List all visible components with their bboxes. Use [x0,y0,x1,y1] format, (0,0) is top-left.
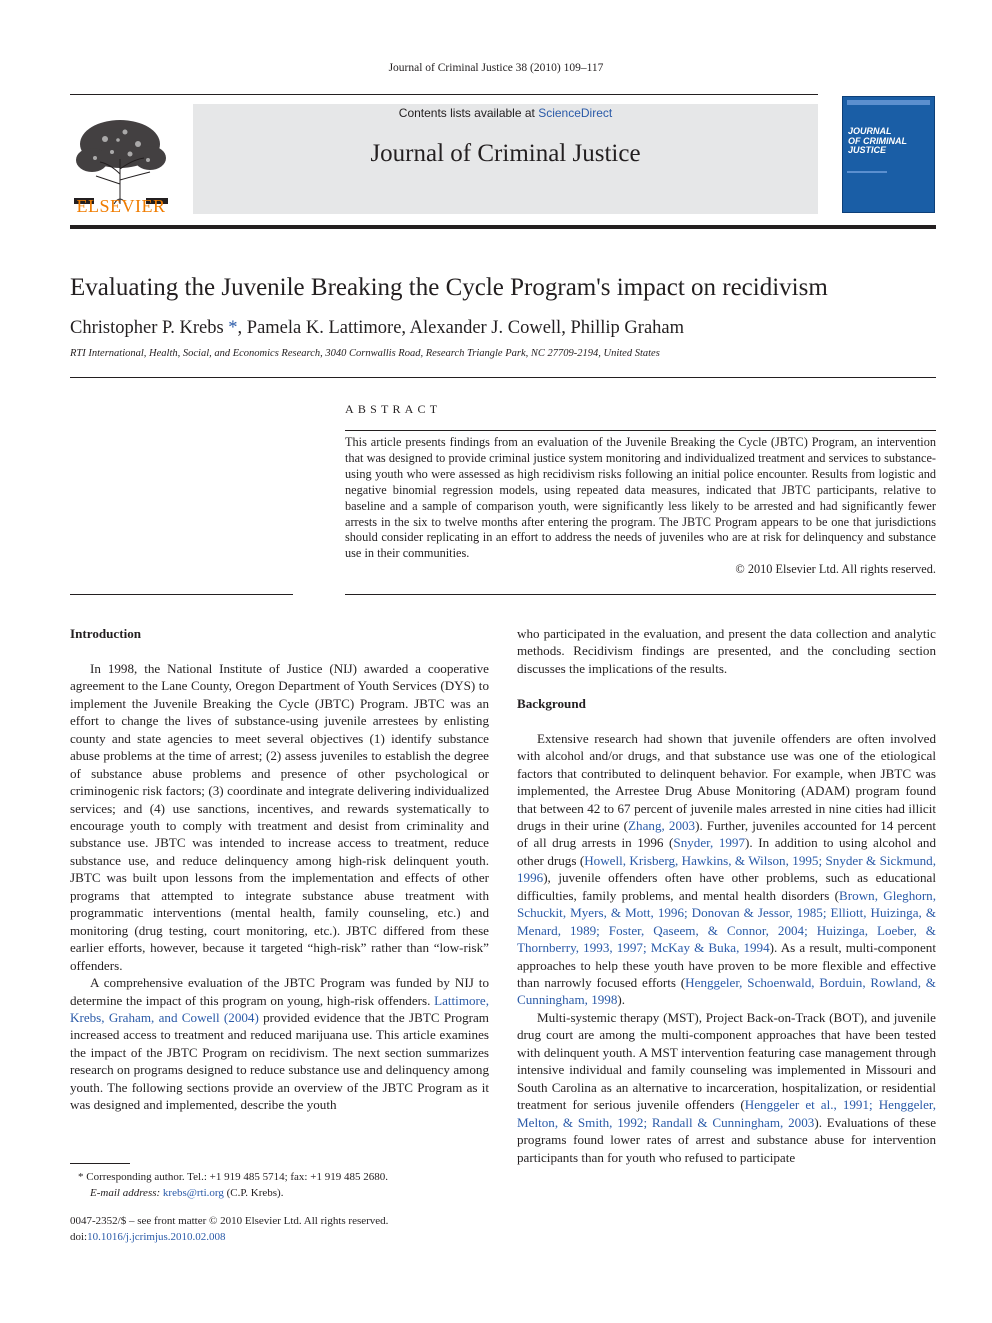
header-thick-rule [70,225,936,229]
sciencedirect-link[interactable]: ScienceDirect [538,106,613,120]
background-paragraph-1 [517,730,936,1009]
author-list [70,318,684,339]
journal-title: Journal of Criminal Justice [370,140,641,167]
bg-p2-text-a: Multi-systemic therapy (MST), Project Back-on-Track (BOT), and juvenile drug court are among the multi-component approaches that have been tested with delinquent youth. A MST intervention featuring case management through intensive individual and family counseling was implemented in Missouri and South Carolina as an alternative to incarceration, hospitalization, or residential treatment for serious juvenile offenders ( [517,1009,936,1113]
citation-link-lattimore[interactable]: Lattimore, Krebs, Graham, and Cowell (2004) [70,992,489,1025]
abstract-heading: ABSTRACT [345,402,442,416]
citation-link-henggeler-1991[interactable]: Henggeler et al., 1991; Henggeler, Melton, & Smith, 1992; Randall & Cunningham, 2003 [517,1097,936,1130]
contents-prefix: Contents lists available at [398,106,539,120]
background-heading: Background [517,695,586,711]
section-rule [70,377,936,378]
corresponding-author-marker[interactable]: * [228,318,238,338]
email-label: E-mail address: [90,1186,161,1199]
bg-p1-text-f: ). [617,992,626,1008]
top-rule [70,94,818,95]
contents-availability [193,106,818,120]
bg-p2-text-b: ). Evaluations of these programs found lower rates of arrest and substance abuse for intervention participants than for youth who refused to participate [517,1114,937,1165]
introduction-heading: Introduction [70,626,142,641]
bg-p1-text-a: Extensive research had shown that juvenile offenders are often involved with alcohol and/or drugs, and that substance use was one of the etiological factors that contributed to delinquent behavior. For example, when JBTC was implemented, the Arrestee Drug Abuse Monitoring (ADAM) program found that between 42 to 67 percent of juvenile males arrested in nine cities had illicit drugs in their urine ( [517,730,936,833]
journal-citation: Journal of Criminal Justice 38 (2010) 109–117 [388,62,604,74]
issn-line: 0047-2352/$ – see front matter © 2010 Elsevier Ltd. All rights reserved. [70,1215,389,1227]
abstract-rule [345,430,936,431]
background-paragraph-2 [517,1009,936,1166]
footnote-rule [70,1163,130,1164]
author-others: , Pamela K. Lattimore, Alexander J. Cowell, Phillip Graham [237,318,685,338]
elsevier-wordmark: ELSEVIER [76,196,166,216]
abstract-copyright: © 2010 Elsevier Ltd. All rights reserved. [735,562,936,576]
intro-continuation: who participated in the evaluation, and present the data collection and analytic methods. Recidivism findings are presented, and the concluding section discusses the implications of the results. [517,626,936,676]
intro-p2-text-b: provided evidence that the JBTC Program increased access to treatment and reduced marijuana use. This article examines the impact of the JBTC Program on recidivism. The next section summarizes research on programs designed to reduce substance use and delinquency among youth. The following sections provide an overview of the JBTC Program as it was designed and implemented, describe the youth [70,1009,489,1113]
citation-link-snyder[interactable]: Snyder, 1997 [673,835,746,851]
intro-p2-text-a: A comprehensive evaluation of the JBTC Program was funded by NIJ to determine the impact of this program on young, high-risk offenders. [70,975,489,1008]
intro-paragraph-2 [70,974,489,1114]
corresponding-author-footnote [78,1170,388,1201]
cover-title: JOURNAL OF CRIMINAL JUSTICE [848,126,907,155]
doi-prefix: doi: [70,1230,88,1243]
citation-link-henggeler-1998[interactable]: Henggeler, Schoenwald, Borduin, Rowland, & Cunningham, 1998 [517,975,936,1008]
bg-p1-text-b: ). Further, juveniles accounted for 14 percent of all drug arrests in 1996 ( [517,817,937,851]
body-left-column [70,625,489,1114]
right-column-rule [345,594,936,595]
abstract-text: This article presents findings from an evaluation of the Juvenile Breaking the Cycle (JBTC) Program, an intervention that was designed to provide criminal justice system monitoring and individualized treatment and services to substance-using youth who were assessed as high recidivism risks following an initial police encounter. Results from logistic and negative binomial regression models, using repeated data measures, indicated that JBTC participants, relative to baseline and a sample of comparison youth, were significantly less likely to be arrested and had significantly fewer arrests in the six to twelve months after entering the program. The JBTC Program appears to be one that jurisdictions should consider replicating in an effort to address the needs of juveniles who are at risk for delinquency and substance use in their communities. [345,435,936,561]
front-matter [70,1214,388,1245]
citation-link-howell[interactable]: Howell, Krisberg, Hawkins, & Wilson, 1995; Snyder & Sickmund, 1996 [517,852,936,886]
intro-paragraph-1: In 1998, the National Institute of Justice (NIJ) awarded a cooperative agreement to the Lane County, Oregon Department of Youth Services (DYS) to implement the Juvenile Breaking the Cycle (JBTC) Program. JBTC was an effort to change the lives of substance-using juvenile arrestees by enlisting county and state agencies to meet several objectives (1) identify substance abuse problems at the time of arrest; (2) assess juveniles to establish the degree of substance abuse problems and presence of other psychological or criminogenic risk factors; (3) coordinate and integrate delivering individualized services; and (4) use sanctions, incentives, and rewards systematically to encourage youth to comply with treatment and desist from criminality and substance use. JBTC was intended to increase access to treatment, reduce substance use, and reduce delinquency among high-risk delinquent youth. JBTC was built upon lessons from the implementation and effects of other programs that attempted to integrate substance abuse treatment with programmatic interventions (mental health, family counseling, etc.) and monitoring (drug testing, court monitoring, etc.). JBTC differed from these earlier efforts, however, because it targeted “high-risk” rather than “low-risk” offenders. [70,660,489,973]
citation-link-zhang[interactable]: Zhang, 2003 [628,817,696,833]
bg-p1-text-e: ). As a result, multi-component approaches to help these youth have proven to be more flexible and effective than narrowly focused efforts ( [517,940,936,991]
author-first: Christopher P. Krebs [70,318,224,338]
bg-p1-text-d: ), juvenile offenders often have other problems, such as educational difficulties, family problems, and mental health disorders ( [517,870,936,903]
left-column-rule [70,594,293,595]
affiliation: RTI International, Health, Social, and Economics Research, 3040 Cornwallis Road, Research Triangle Park, NC 27709-2194, United States [70,348,660,359]
bg-p1-text-c: ). In addition to using alcohol and other drugs ( [517,835,936,868]
journal-cover-thumbnail [842,96,935,213]
body-right-column [517,625,936,1166]
footnote-marker: * [78,1171,84,1183]
email-suffix: (C.P. Krebs). [223,1186,284,1199]
email-link[interactable]: krebs@rti.org [162,1186,224,1199]
citation-link-brown[interactable]: Brown, Gleghorn, Schuckit, Myers, & Mott, 1996; Donovan & Jessor, 1985; Elliott, Huizinga, & Menard, 1989; Foster, Qaseem, & Connor, 2004; Huizinga, Loeber, & Thornberry, 1993, 1997; McKay & Buka, 1994 [517,887,937,956]
footnote-contact: Corresponding author. Tel.: +1 919 485 5714; fax: +1 919 485 2680. [83,1171,388,1183]
article-title: Evaluating the Juvenile Breaking the Cycle Program's impact on recidivism [70,274,828,301]
doi-link[interactable]: 10.1016/j.jcrimjus.2010.02.008 [87,1230,226,1243]
